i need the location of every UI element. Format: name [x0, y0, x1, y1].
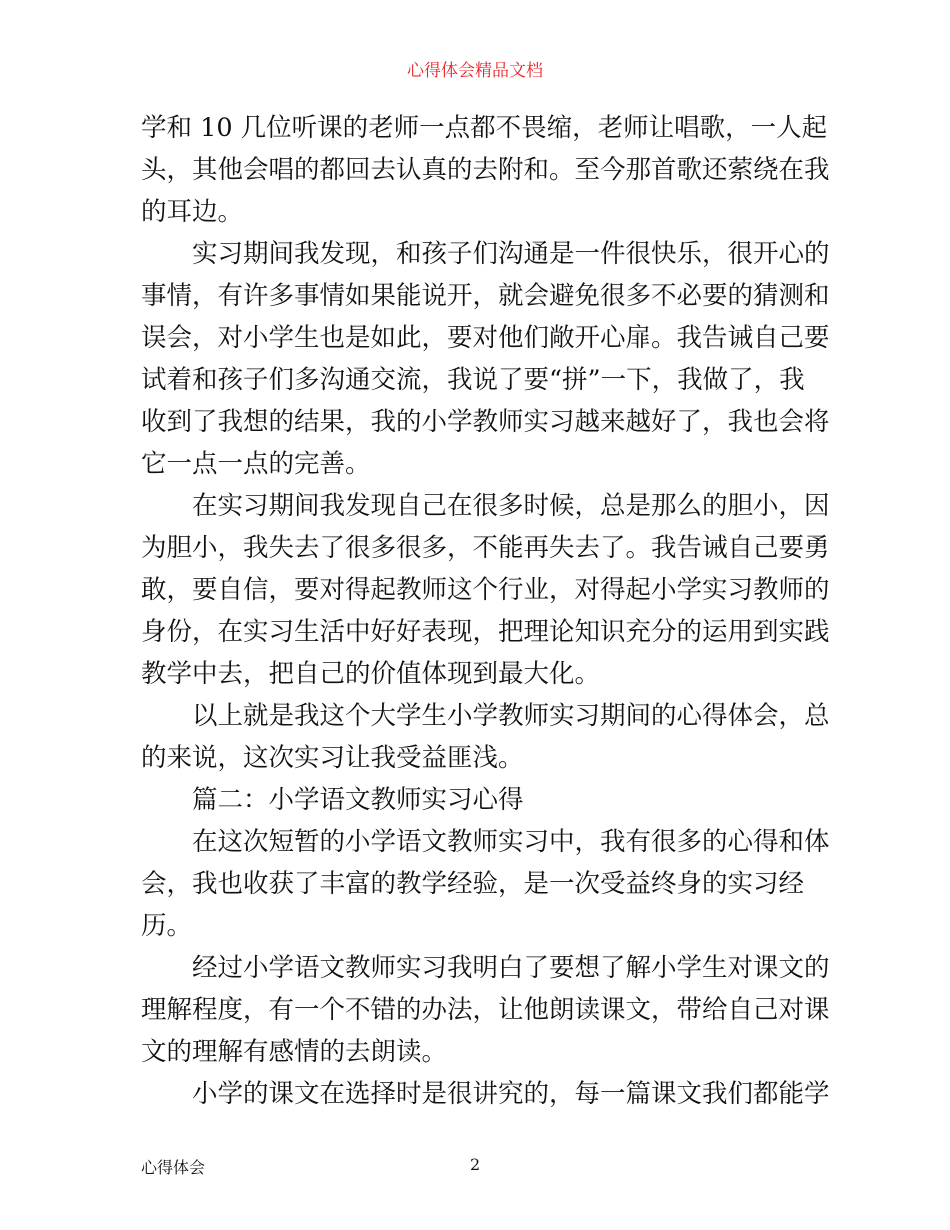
text-line: 文的理解有感情的去朗读。 [141, 1037, 448, 1067]
text-line: 小学的课文在选择时是很讲究的，每一篇课文我们都能学 [141, 1079, 830, 1109]
text-line: 经过小学语文教师实习我明白了要想了解小学生对课文的 [141, 953, 830, 983]
text-line: 实习期间我发现，和孩子们沟通是一件很快乐，很开心的 [141, 239, 830, 269]
footer-label: 心得体会 [141, 1158, 206, 1177]
text-line: 的来说，这次实习让我受益匪浅。 [141, 743, 524, 773]
text-line: 理解程度，有一个不错的办法，让他朗读课文，带给自己对课 [141, 995, 830, 1025]
text-line: 敢，要自信，要对得起教师这个行业，对得起小学实习教师的 [141, 575, 830, 605]
text-line: 误会，对小学生也是如此，要对他们敞开心扉。我告诫自己要 [141, 323, 830, 353]
text-line: 会，我也收获了丰富的教学经验，是一次受益终身的实习经 [141, 869, 805, 899]
text-line: 的耳边。 [141, 197, 244, 227]
text-line: 试着和孩子们多沟通交流，我说了要“拼”一下，我做了，我 [141, 365, 805, 395]
text-line: 身份，在实习生活中好好表现，把理论知识充分的运用到实践 [141, 617, 830, 647]
text-line: 教学中去，把自己的价值体现到最大化。 [141, 659, 601, 689]
text-line: 头，其他会唱的都回去认真的去附和。至今那首歌还萦绕在我 [141, 155, 830, 185]
page-header-title: 心得体会精品文档 [407, 61, 543, 81]
text-line: 篇二：小学语文教师实习心得 [141, 785, 524, 815]
text-line: 学和 10 几位听课的老师一点都不畏缩，老师让唱歌，一人起 [141, 113, 828, 143]
text-line: 历。 [141, 911, 193, 941]
text-line: 在实习期间我发现自己在很多时候，总是那么的胆小，因 [141, 491, 830, 521]
text-line: 在这次短暂的小学语文教师实习中，我有很多的心得和体 [141, 827, 830, 857]
text-line: 收到了我想的结果，我的小学教师实习越来越好了，我也会将 [141, 407, 830, 437]
text-line: 事情，有许多事情如果能说开，就会避免很多不必要的猜测和 [141, 281, 830, 311]
page-number: 2 [470, 1155, 481, 1174]
text-line: 以上就是我这个大学生小学教师实习期间的心得体会，总 [141, 701, 830, 731]
text-line: 为胆小，我失去了很多很多，不能再失去了。我告诫自己要勇 [141, 533, 830, 563]
document-body [141, 107, 841, 1115]
text-line: 它一点一点的完善。 [141, 449, 371, 479]
